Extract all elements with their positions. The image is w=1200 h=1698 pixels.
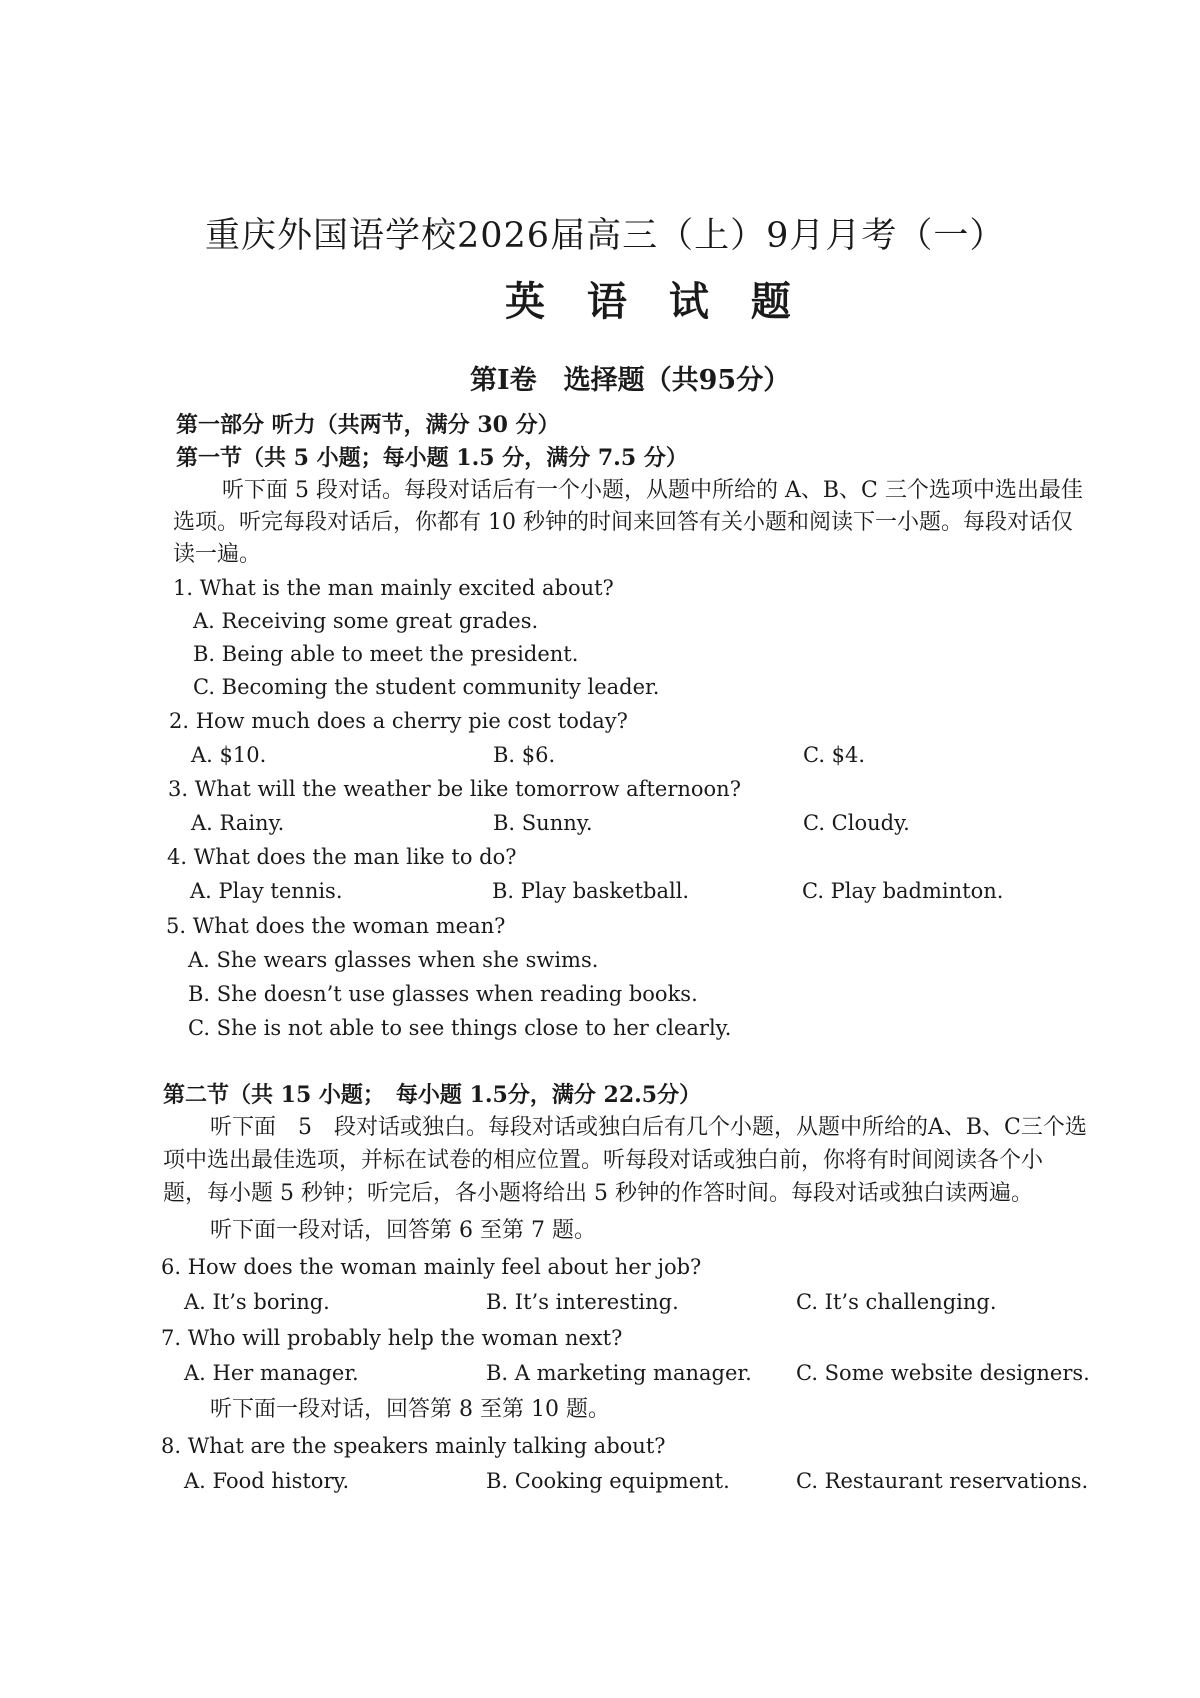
section1-instruction-line: 听下面 5 段对话。每段对话后有一个小题，从题中所给的 A、B、C 三个选项中选出最佳 bbox=[222, 478, 1083, 503]
question-8-option-c: C. Restaurant reservations. bbox=[796, 1469, 1089, 1493]
question-8-stem: 8. What are the speakers mainly talking about? bbox=[161, 1434, 666, 1458]
question-5-option-a: A. She wears glasses when she swims. bbox=[188, 948, 599, 972]
question-2-option-b: B. $6. bbox=[493, 743, 556, 767]
section1-instruction-line: 选项。听完每段对话后，你都有 10 秒钟的时间来回答有关小题和阅读下一小题。每段对话仅 bbox=[173, 510, 1073, 535]
question-1-stem: 1. What is the man mainly excited about? bbox=[173, 576, 614, 600]
question-8-option-b: B. Cooking equipment. bbox=[486, 1469, 730, 1493]
question-5-option-b: B. She doesn’t use glasses when reading books. bbox=[188, 982, 698, 1006]
question-7-option-c: C. Some website designers. bbox=[796, 1361, 1090, 1385]
question-3-option-c: C. Cloudy. bbox=[803, 811, 910, 835]
part1-heading: 第一部分 听力（共两节，满分 30 分） bbox=[176, 412, 560, 438]
question-6-option-a: A. It’s boring. bbox=[184, 1290, 330, 1314]
question-6-option-b: B. It’s interesting. bbox=[486, 1290, 679, 1314]
question-1-option-a: A. Receiving some great grades. bbox=[193, 609, 539, 633]
question-4-option-c: C. Play badminton. bbox=[802, 879, 1004, 903]
question-6-option-c: C. It’s challenging. bbox=[796, 1290, 997, 1314]
question-2-option-a: A. $10. bbox=[191, 743, 267, 767]
question-8-options bbox=[184, 1469, 1088, 1493]
question-4-stem: 4. What does the man like to do? bbox=[167, 845, 517, 869]
question-8-option-a: A. Food history. bbox=[184, 1469, 350, 1493]
question-4-option-b: B. Play basketball. bbox=[492, 879, 690, 903]
question-2-option-c: C. $4. bbox=[803, 743, 866, 767]
question-3-option-b: B. Sunny. bbox=[493, 811, 593, 835]
question-6-stem: 6. How does the woman mainly feel about her job? bbox=[161, 1255, 702, 1279]
question-4-options bbox=[190, 879, 1003, 903]
question-3-options bbox=[191, 811, 910, 835]
section1-heading: 第一节（共 5 小题；每小题 1.5 分，满分 7.5 分） bbox=[176, 445, 688, 471]
question-5-option-c: C. She is not able to see things close to her clearly. bbox=[188, 1016, 732, 1040]
question-7-options bbox=[184, 1361, 1090, 1385]
question-3-option-a: A. Rainy. bbox=[191, 811, 285, 835]
section2-instruction-line: 题，每小题 5 秒钟；听完后，各小题将给出 5 秒钟的作答时间。每段对话或独白读两遍。 bbox=[163, 1181, 1033, 1206]
question-7-option-a: A. Her manager. bbox=[184, 1361, 359, 1385]
question-7-stem: 7. Who will probably help the woman next? bbox=[161, 1326, 623, 1350]
question-2-stem: 2. How much does a cherry pie cost today? bbox=[169, 709, 628, 733]
listen-prompt-8-10: 听下面一段对话，回答第 8 至第 10 题。 bbox=[210, 1397, 610, 1422]
question-7-option-b: B. A marketing manager. bbox=[486, 1361, 752, 1385]
volume-heading: 第Ⅰ卷 选择题（共95分） bbox=[470, 365, 791, 396]
section2-instruction-line: 听下面 5 段对话或独白。每段对话或独白后有几个小题，从题中所给的A、B、C三个选 bbox=[210, 1115, 1087, 1140]
question-2-options bbox=[191, 743, 865, 767]
exam-title: 重庆外国语学校2026届高三（上）9月月考（一） bbox=[205, 216, 1006, 256]
question-4-option-a: A. Play tennis. bbox=[190, 879, 343, 903]
question-3-stem: 3. What will the weather be like tomorrow afternoon? bbox=[168, 777, 741, 801]
question-5-stem: 5. What does the woman mean? bbox=[166, 914, 506, 938]
exam-subject-title: 英 语 试 题 bbox=[505, 278, 805, 325]
question-1-option-b: B. Being able to meet the president. bbox=[193, 642, 579, 666]
listen-prompt-6-7: 听下面一段对话，回答第 6 至第 7 题。 bbox=[210, 1218, 596, 1243]
section2-heading: 第二节（共 15 小题； 每小题 1.5分，满分 22.5分） bbox=[163, 1082, 702, 1108]
section1-instruction-line: 读一遍。 bbox=[173, 542, 262, 567]
question-6-options bbox=[184, 1290, 997, 1314]
question-1-option-c: C. Becoming the student community leader. bbox=[193, 675, 660, 699]
section2-instruction-line: 项中选出最佳选项，并标在试卷的相应位置。听每段对话或独白前，你将有时间阅读各个小 bbox=[163, 1148, 1044, 1173]
